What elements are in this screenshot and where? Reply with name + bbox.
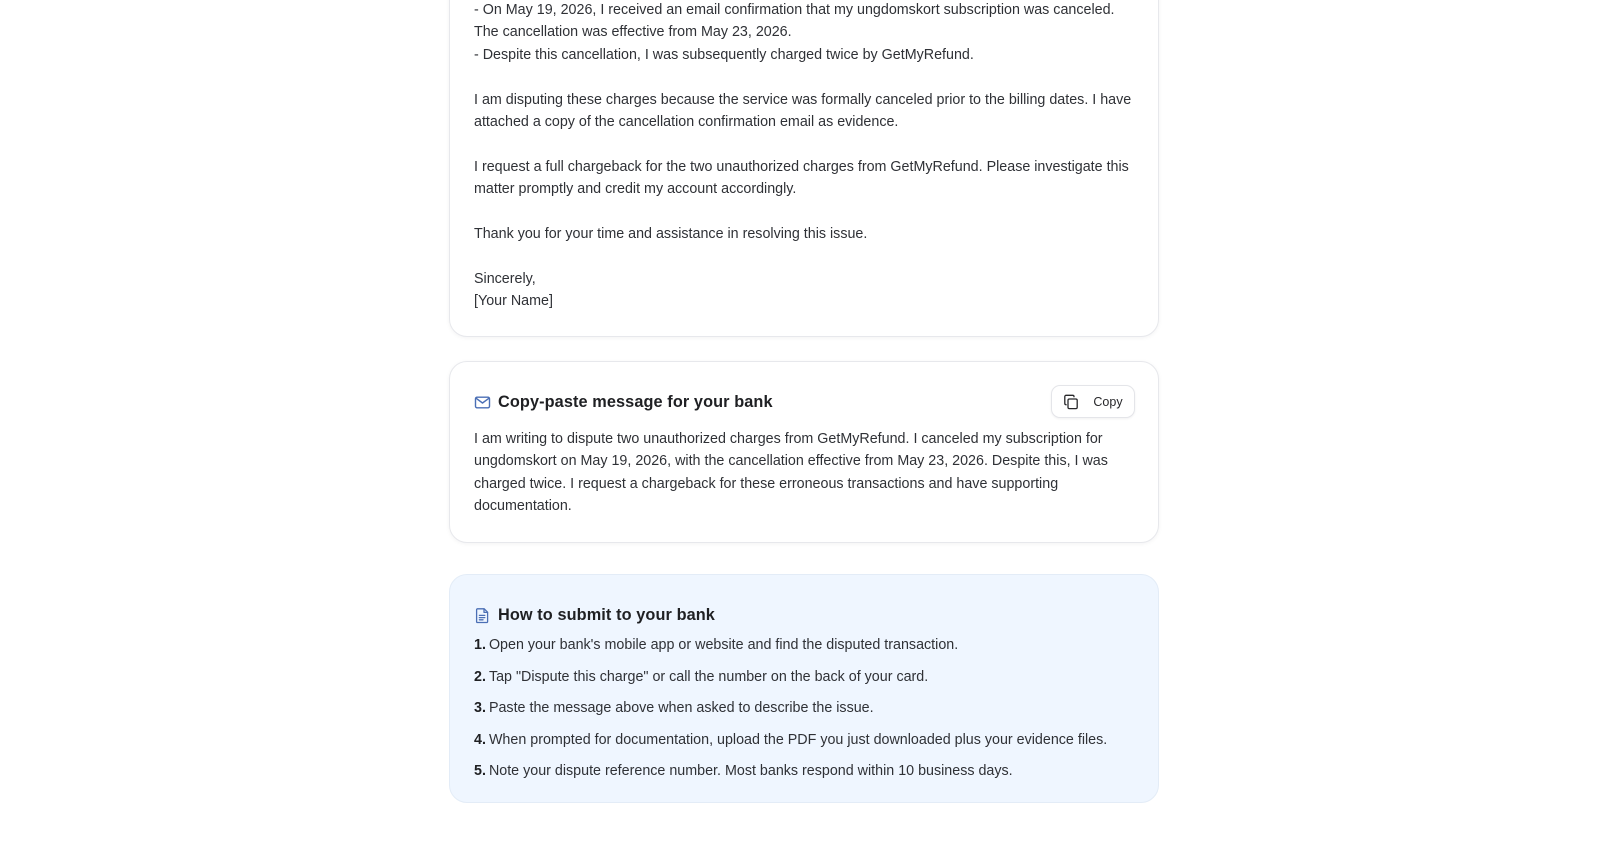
- step-text: Open your bank's mobile app or website and find the disputed transaction.: [488, 637, 959, 653]
- bank-message-text[interactable]: I am writing to dispute two unauthorized charges from GetMyRefund. I canceled my subscription for ungdomskort on May 19, 2026, with the cancellation effective from May 23, 2026. Despite this, I was charged twice. I request a chargeback for these erroneous transactions and have supporting documentation.: [474, 431, 1108, 515]
- how-to-submit-header: [474, 603, 715, 627]
- bank-message-header: [474, 390, 773, 414]
- step-text: Note your dispute reference number. Most banks respond within 10 business days.: [488, 763, 1013, 779]
- step-text: Tap "Dispute this charge" or call the number on the back of your card.: [488, 668, 929, 685]
- copy-button[interactable]: [1051, 385, 1135, 418]
- dispute-letter-card: [449, 0, 1159, 337]
- step-number: 5.: [474, 763, 486, 779]
- bank-message-title: Copy-paste message for your bank: [498, 392, 773, 411]
- copy-icon: [1063, 394, 1079, 410]
- dispute-letter-text: - On May 19, 2026, I received an email confirmation that my ungdomskort subscription was canceled. The cancellation was effective from May 23, 2026. - Despite this cancellation, I was subsequently charged twice by GetMyRefund. I am disputing these charges because the service was formally canceled prior to the billing dates. I have attached a copy of the cancellation confirmation email as evidence. I request a full chargeback for the two unauthorized charges from GetMyRefund. Please investigate this matter promptly and credit my account accordingly. Thank you for your time and assistance in resolving this issue. Sincerely, [Your Name]: [474, 2, 1132, 310]
- step-item: [474, 693, 1140, 725]
- mail-icon: [474, 394, 491, 411]
- bank-message-card: [449, 361, 1159, 543]
- step-text: When prompted for documentation, upload the PDF you just downloaded plus your evidence files.: [488, 731, 1108, 748]
- step-number: 1.: [474, 637, 486, 653]
- step-number: 3.: [474, 700, 486, 716]
- copy-button-label: Copy: [1093, 394, 1123, 409]
- step-item: [474, 662, 1140, 694]
- how-to-submit-title: How to submit to your bank: [498, 605, 715, 624]
- how-to-submit-card: [449, 574, 1159, 803]
- document-icon: [474, 607, 491, 624]
- submission-steps-list: [474, 630, 1140, 788]
- step-text: Paste the message above when asked to describe the issue.: [488, 700, 874, 716]
- step-number: 2.: [474, 668, 486, 685]
- step-item: [474, 725, 1140, 757]
- step-number: 4.: [474, 731, 486, 748]
- step-item: [474, 630, 1140, 662]
- step-item: [474, 756, 1140, 788]
